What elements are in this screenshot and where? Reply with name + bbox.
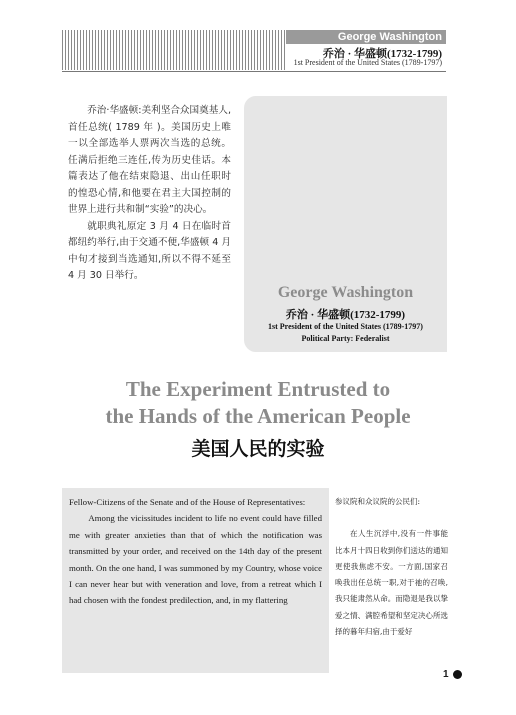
speech-chinese-column bbox=[335, 494, 448, 640]
speech-en-salutation: Fellow-Citizens of the Senate and of the House of Representatives: bbox=[69, 497, 306, 507]
intro-paragraph-1: 乔治·华盛顿:美利坚合众国奠基人,首任总统( 1789 年 )。美国历史上唯一以全部选举人票两次当选的总统。任满后拒绝三连任,传为历史佳话。本篇表达了他在结束隐退、出山任职时的惶恐心情,和他要在君主大国控制的世界上进行共和制“实验”的决心。 bbox=[68, 105, 231, 215]
title-line-1: The Experiment Entrusted to bbox=[125, 377, 391, 401]
speaker-term: 1st President of the United States (1789-1797) bbox=[268, 322, 423, 331]
title-line-2: the Hands of the American People bbox=[105, 404, 411, 428]
intro-paragraph-2: 就职典礼原定 3 月 4 日在临时首都纽约举行,由于交通不便,华盛顿 4 月中旬才接到当选通知,所以不得不延至 4 月 30 日举行。 bbox=[68, 220, 231, 281]
intro-column bbox=[68, 103, 231, 285]
header-subtitle: 1st President of the United States (1789-1797) bbox=[293, 58, 442, 67]
speech-zh-salutation: 参议院和众议院的公民们: bbox=[335, 497, 421, 506]
speaker-name-en: George Washington bbox=[277, 284, 414, 301]
speaker-name-zh: 乔治 · 华盛顿(1732-1799) bbox=[285, 309, 406, 321]
header-name-en: George Washington bbox=[286, 30, 446, 44]
header-divider bbox=[62, 71, 446, 72]
header-name-zh: 乔治 · 华盛顿(1732-1799) bbox=[322, 48, 442, 60]
speaker-party: Political Party: Federalist bbox=[301, 334, 390, 343]
running-header bbox=[286, 30, 446, 70]
speech-english-box bbox=[62, 488, 329, 673]
speech-zh-body: 在人生沉浮中,没有一件事能比本月十四日收到你们送达的通知更使我焦虑不安。一方面,国家召唤我出任总统一职,对于祂的召唤,我只能肃然从命。而隐退是我以挚爱之情、满腔希望和坚定决心所选择的暮年归宿,由于爱好 bbox=[335, 529, 448, 637]
page-number: 1 bbox=[443, 669, 449, 680]
page-dot-icon bbox=[453, 670, 462, 679]
speech-en-body: Among the vicissitudes incident to life no event could have filled me with greater anxieties than that of which the notification was transmitted by your order, and received on the 14th day of the present month. On the one hand, I was summoned by my Country, whose voice I can never hear but with veneration and love, from a retreat which I had chosen with the fondest predilection, and, in my flattering bbox=[69, 513, 322, 606]
title-zh: 美国人民的实验 bbox=[191, 438, 325, 460]
speaker-info-box bbox=[244, 96, 447, 352]
